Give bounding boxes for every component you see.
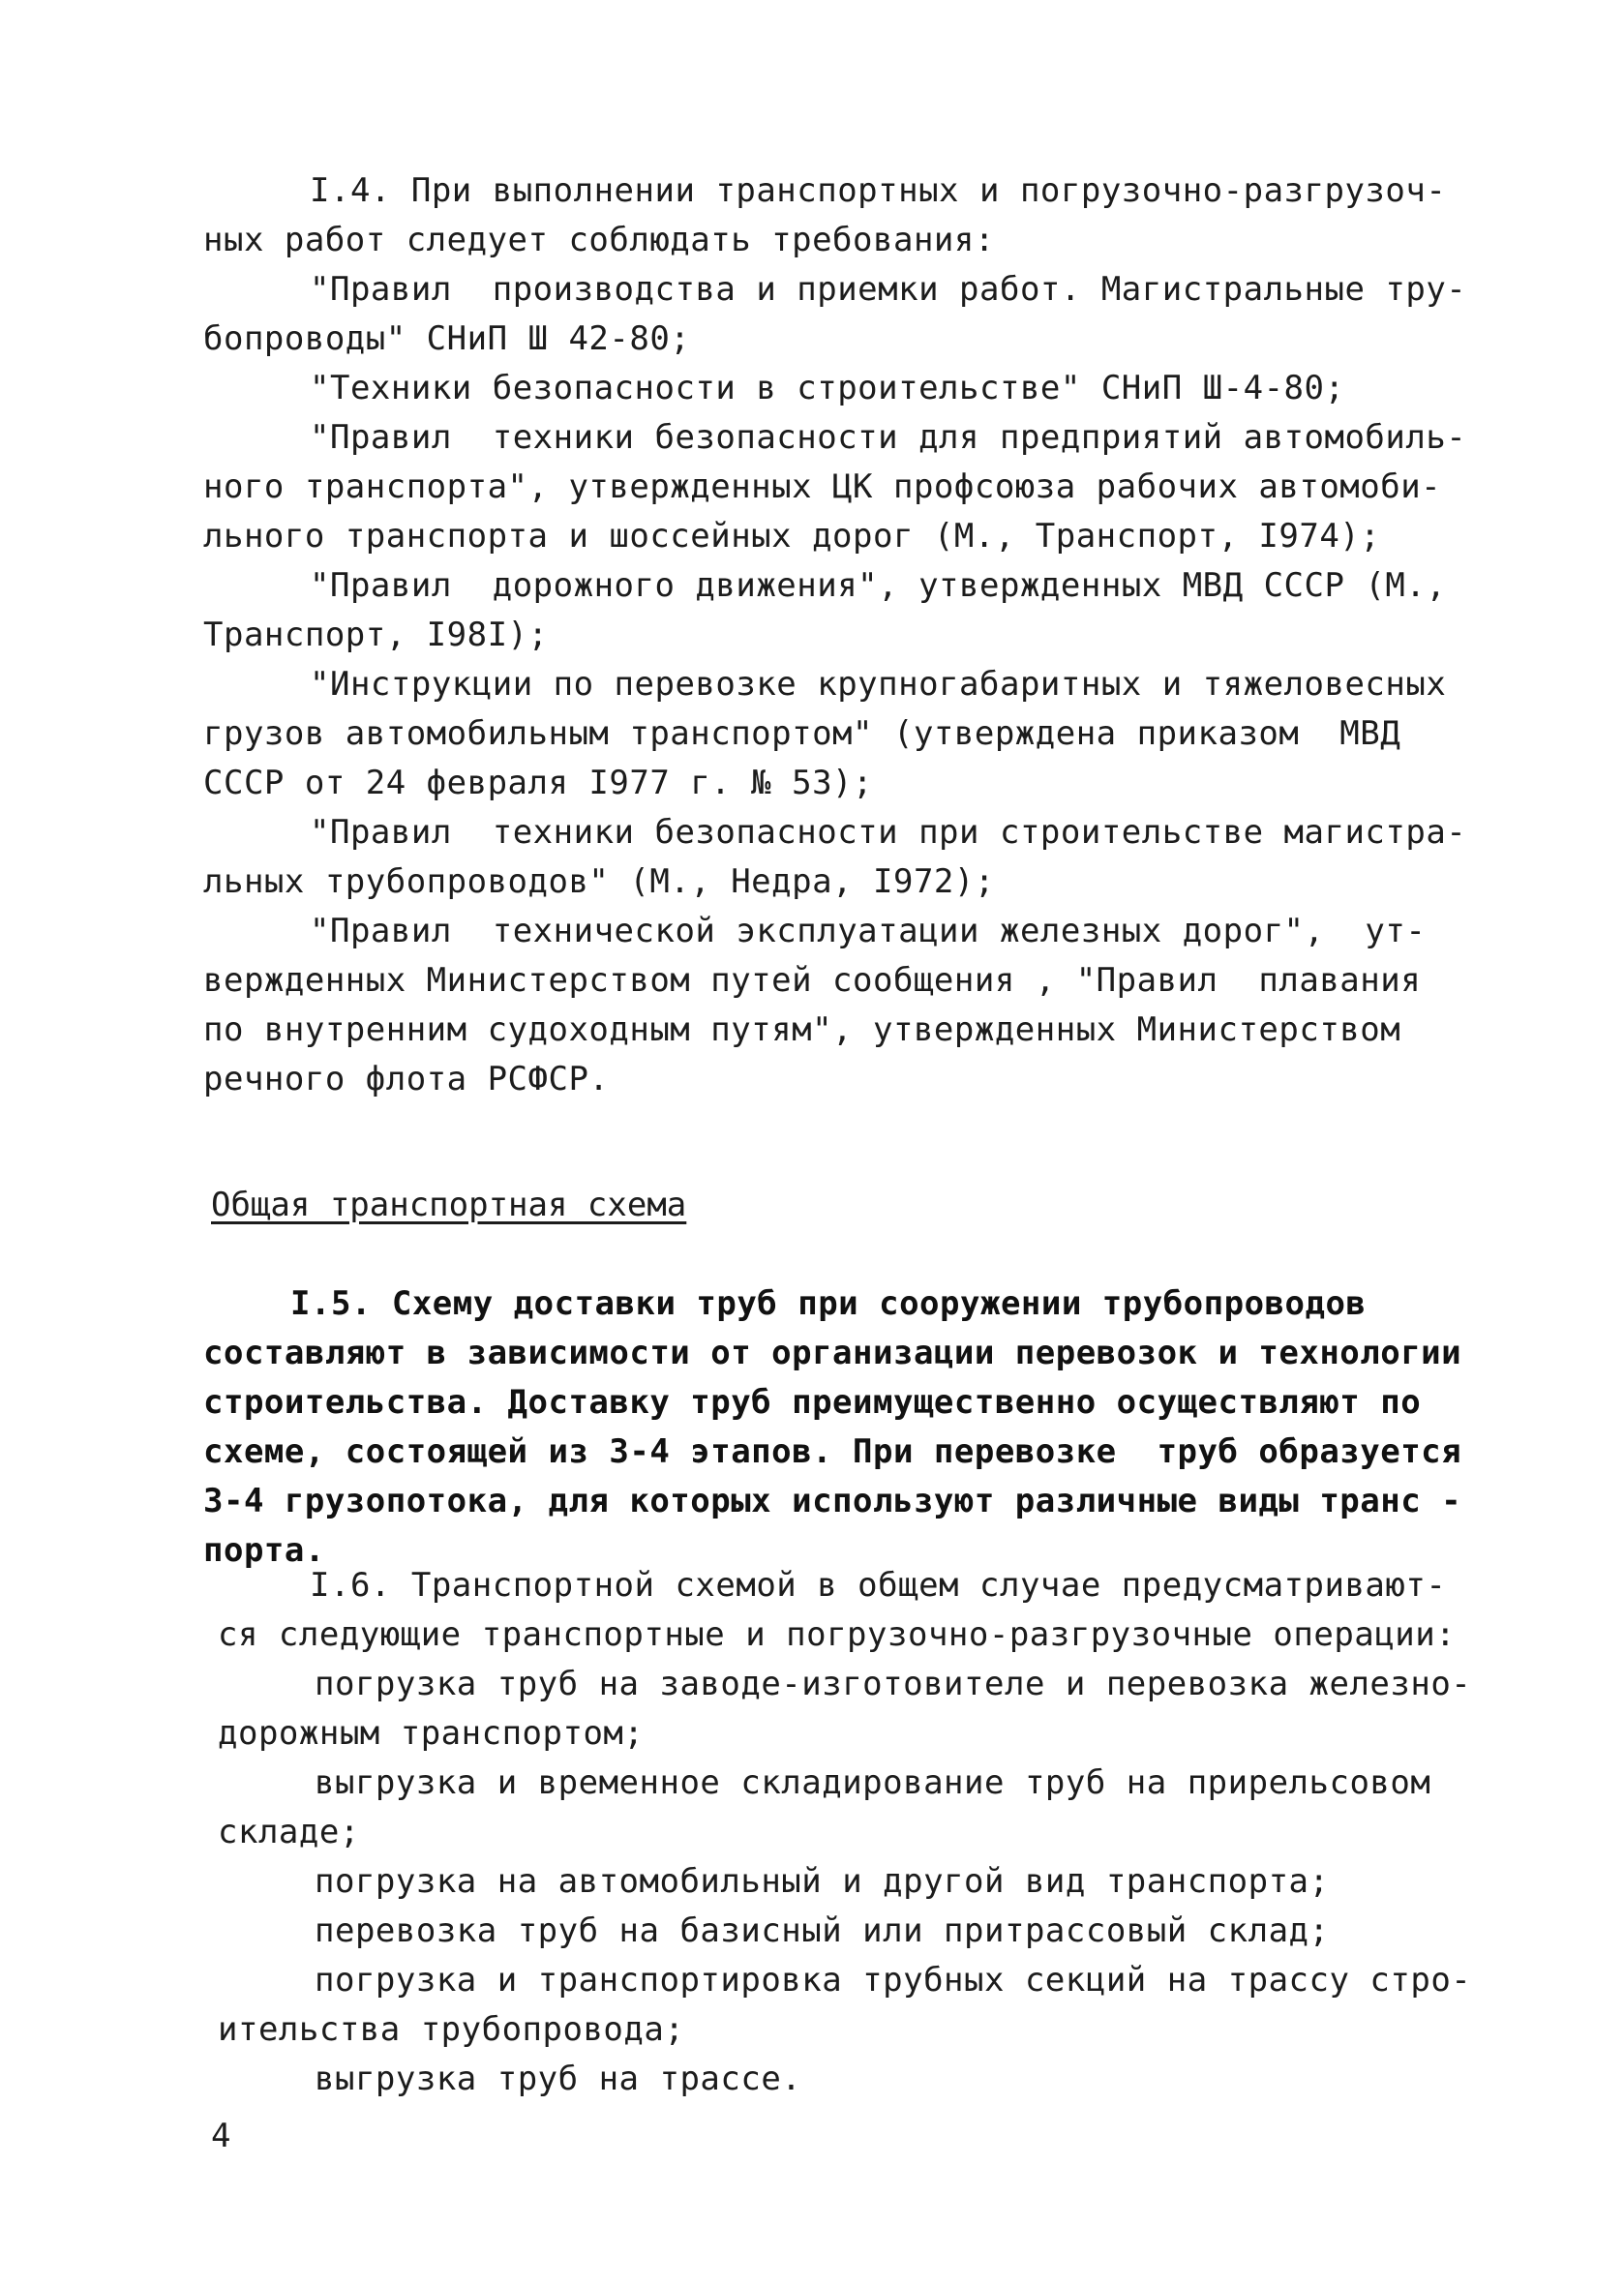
- text-line: бопроводы" СНиП Ш 42-80;: [203, 319, 691, 358]
- text-line: льных трубопроводов" (М., Недра, I972);: [203, 862, 995, 901]
- text-line: дорожным транспортом;: [218, 1714, 645, 1753]
- section-1-5: [203, 1279, 1462, 1576]
- section-1-4: [203, 166, 1467, 1104]
- text-line: I.6. Транспортной схемой в общем случае предусматривают-: [310, 1566, 1447, 1605]
- text-line: Транспорт, I98I);: [203, 616, 549, 654]
- text-line: составляют в зависимости от организации перевозок и технологии: [203, 1334, 1462, 1372]
- text-line: I.5. Схему доставки труб при сооружении трубопроводов: [290, 1284, 1367, 1323]
- text-line: погрузка труб на заводе-изготовителе и перевозка железно-: [315, 1665, 1472, 1703]
- page-number: 4: [211, 2117, 231, 2155]
- text-line: ительства трубопровода;: [218, 2010, 685, 2049]
- text-line: перевозка труб на базисный или притрассовый склад;: [315, 1911, 1330, 1950]
- text-line: "Правил техники безопасности для предприятий автомобиль-: [310, 418, 1467, 457]
- text-line: I.4. При выполнении транспортных и погрузочно-разгрузоч-: [310, 171, 1447, 210]
- text-line: "Правил технической эксплуатации железных дорог", ут-: [310, 912, 1427, 950]
- text-line: "Правил дорожного движения", утвержденных МВД СССР (М.,: [310, 566, 1447, 605]
- text-line: ных работ следует соблюдать требования:: [203, 221, 995, 259]
- text-line: складе;: [218, 1813, 360, 1851]
- text-line: погрузка на автомобильный и другой вид транспорта;: [315, 1862, 1330, 1901]
- section-heading: Общая транспортная схема: [211, 1186, 687, 1224]
- text-line: 3-4 грузопотока, для которых используют различные виды транс -: [203, 1482, 1462, 1520]
- text-line: строительства. Доставку труб преимущественно осуществляют по: [203, 1383, 1422, 1422]
- text-line: выгрузка и временное складирование труб на прирельсовом: [315, 1763, 1431, 1802]
- text-line: по внутренним судоходным путям", утвержденных Министерством: [203, 1010, 1401, 1049]
- text-line: СССР от 24 февраля I977 г. № 53);: [203, 764, 874, 802]
- text-line: выгрузка труб на трассе.: [315, 2060, 802, 2098]
- text-line: "Инструкции по перевозке крупногабаритных и тяжеловесных: [310, 665, 1447, 704]
- text-line: ного транспорта", утвержденных ЦК профсоюза рабочих автомоби-: [203, 467, 1442, 506]
- text-line: погрузка и транспортировка трубных секций на трассу стро-: [315, 1961, 1472, 2000]
- text-line: льного транспорта и шоссейных дорог (М., Транспорт, I974);: [203, 517, 1381, 556]
- text-line: "Правил техники безопасности при строительстве магистра-: [310, 813, 1467, 852]
- text-line: речного флота РСФСР.: [203, 1060, 610, 1098]
- text-line: грузов автомобильным транспортом" (утверждена приказом МВД: [203, 714, 1401, 753]
- text-line: "Правил производства и приемки работ. Магистральные тру-: [310, 270, 1467, 309]
- text-line: "Техники безопасности в строительстве" СНиП Ш-4-80;: [310, 369, 1345, 407]
- text-line: порта.: [203, 1531, 325, 1570]
- text-line: схеме, состоящей из 3-4 этапов. При перевозке труб образуется: [203, 1432, 1462, 1471]
- section-1-6: [203, 1561, 1472, 2104]
- text-line: вержденных Министерством путей сообщения , "Правил плавания: [203, 961, 1422, 1000]
- text-line: ся следующие транспортные и погрузочно-разгрузочные операции:: [218, 1615, 1457, 1654]
